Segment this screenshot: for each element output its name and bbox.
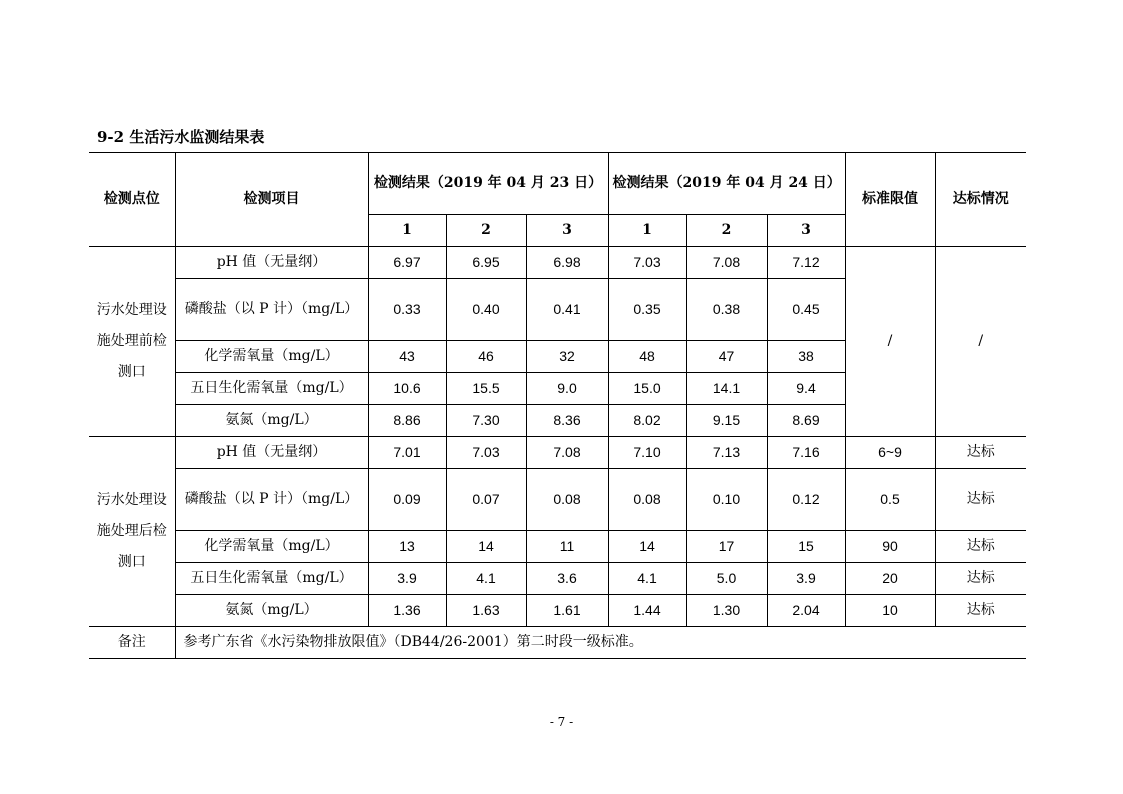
status-cell: 达标 — [935, 531, 1026, 563]
value-cell: 11 — [526, 531, 608, 563]
value-cell: 0.12 — [767, 469, 845, 531]
item-label: 化学需氧量（mg/L） — [175, 341, 368, 373]
value-cell: 15.0 — [608, 373, 686, 405]
value-cell: 0.10 — [686, 469, 767, 531]
value-cell: 7.10 — [608, 437, 686, 469]
item-label: 五日生化需氧量（mg/L） — [175, 563, 368, 595]
item-label: 化学需氧量（mg/L） — [175, 531, 368, 563]
value-cell: 7.12 — [767, 247, 845, 279]
value-cell: 9.4 — [767, 373, 845, 405]
value-cell: 1.30 — [686, 595, 767, 627]
value-cell: 7.08 — [686, 247, 767, 279]
item-label: 氨氮（mg/L） — [175, 595, 368, 627]
header-item: 检测项目 — [175, 153, 368, 247]
value-cell: 3.6 — [526, 563, 608, 595]
page-number: - 7 - — [549, 715, 574, 729]
value-cell: 7.13 — [686, 437, 767, 469]
limit-cell: 10 — [845, 595, 935, 627]
value-cell: 7.03 — [608, 247, 686, 279]
value-cell: 47 — [686, 341, 767, 373]
value-cell: 7.08 — [526, 437, 608, 469]
header-day1: 检测结果（2019 年 04 月 23 日） — [368, 153, 608, 215]
header-day2: 检测结果（2019 年 04 月 24 日） — [608, 153, 845, 215]
status-cell: / — [935, 247, 1026, 437]
value-cell: 38 — [767, 341, 845, 373]
value-cell: 7.01 — [368, 437, 446, 469]
value-cell: 48 — [608, 341, 686, 373]
value-cell: 43 — [368, 341, 446, 373]
group-point: 污水处理设施处理后检测口 — [89, 437, 175, 627]
value-cell: 7.16 — [767, 437, 845, 469]
value-cell: 13 — [368, 531, 446, 563]
header-limit: 标准限值 — [845, 153, 935, 247]
value-cell: 8.86 — [368, 405, 446, 437]
status-cell: 达标 — [935, 437, 1026, 469]
value-cell: 0.35 — [608, 279, 686, 341]
value-cell: 4.1 — [446, 563, 526, 595]
item-label: 磷酸盐（以 P 计）（mg/L） — [175, 279, 368, 341]
status-cell: 达标 — [935, 469, 1026, 531]
value-cell: 3.9 — [767, 563, 845, 595]
value-cell: 9.15 — [686, 405, 767, 437]
header-run: 1 — [608, 215, 686, 247]
item-label: 五日生化需氧量（mg/L） — [175, 373, 368, 405]
value-cell: 0.45 — [767, 279, 845, 341]
value-cell: 8.36 — [526, 405, 608, 437]
value-cell: 0.40 — [446, 279, 526, 341]
group-point: 污水处理设施处理前检测口 — [89, 247, 175, 437]
limit-cell: / — [845, 247, 935, 437]
value-cell: 6.97 — [368, 247, 446, 279]
value-cell: 15 — [767, 531, 845, 563]
value-cell: 0.08 — [526, 469, 608, 531]
value-cell: 0.09 — [368, 469, 446, 531]
limit-cell: 20 — [845, 563, 935, 595]
table-caption: 9-2 生活污水监测结果表 — [97, 128, 265, 146]
value-cell: 7.30 — [446, 405, 526, 437]
limit-cell: 0.5 — [845, 469, 935, 531]
limit-cell: 6~9 — [845, 437, 935, 469]
header-run: 2 — [446, 215, 526, 247]
note-label: 备注 — [89, 627, 175, 659]
value-cell: 8.69 — [767, 405, 845, 437]
note-text: 参考广东省《水污染物排放限值》（DB44/26-2001）第二时段一级标准。 — [175, 627, 1026, 659]
value-cell: 6.98 — [526, 247, 608, 279]
header-point: 检测点位 — [89, 153, 175, 247]
value-cell: 9.0 — [526, 373, 608, 405]
value-cell: 0.33 — [368, 279, 446, 341]
value-cell: 0.38 — [686, 279, 767, 341]
value-cell: 0.07 — [446, 469, 526, 531]
value-cell: 14.1 — [686, 373, 767, 405]
limit-cell: 90 — [845, 531, 935, 563]
header-run: 2 — [686, 215, 767, 247]
results-table — [89, 152, 1026, 659]
value-cell: 0.08 — [608, 469, 686, 531]
header-status: 达标情况 — [935, 153, 1026, 247]
value-cell: 32 — [526, 341, 608, 373]
header-run: 1 — [368, 215, 446, 247]
value-cell: 4.1 — [608, 563, 686, 595]
status-cell: 达标 — [935, 595, 1026, 627]
value-cell: 46 — [446, 341, 526, 373]
status-cell: 达标 — [935, 563, 1026, 595]
value-cell: 8.02 — [608, 405, 686, 437]
value-cell: 5.0 — [686, 563, 767, 595]
item-label: pH 值（无量纲） — [175, 437, 368, 469]
value-cell: 6.95 — [446, 247, 526, 279]
value-cell: 14 — [608, 531, 686, 563]
value-cell: 7.03 — [446, 437, 526, 469]
value-cell: 1.61 — [526, 595, 608, 627]
item-label: pH 值（无量纲） — [175, 247, 368, 279]
value-cell: 10.6 — [368, 373, 446, 405]
value-cell: 1.63 — [446, 595, 526, 627]
value-cell: 17 — [686, 531, 767, 563]
value-cell: 2.04 — [767, 595, 845, 627]
header-run: 3 — [526, 215, 608, 247]
item-label: 磷酸盐（以 P 计）（mg/L） — [175, 469, 368, 531]
value-cell: 1.44 — [608, 595, 686, 627]
value-cell: 15.5 — [446, 373, 526, 405]
header-run: 3 — [767, 215, 845, 247]
value-cell: 3.9 — [368, 563, 446, 595]
value-cell: 0.41 — [526, 279, 608, 341]
item-label: 氨氮（mg/L） — [175, 405, 368, 437]
value-cell: 14 — [446, 531, 526, 563]
value-cell: 1.36 — [368, 595, 446, 627]
